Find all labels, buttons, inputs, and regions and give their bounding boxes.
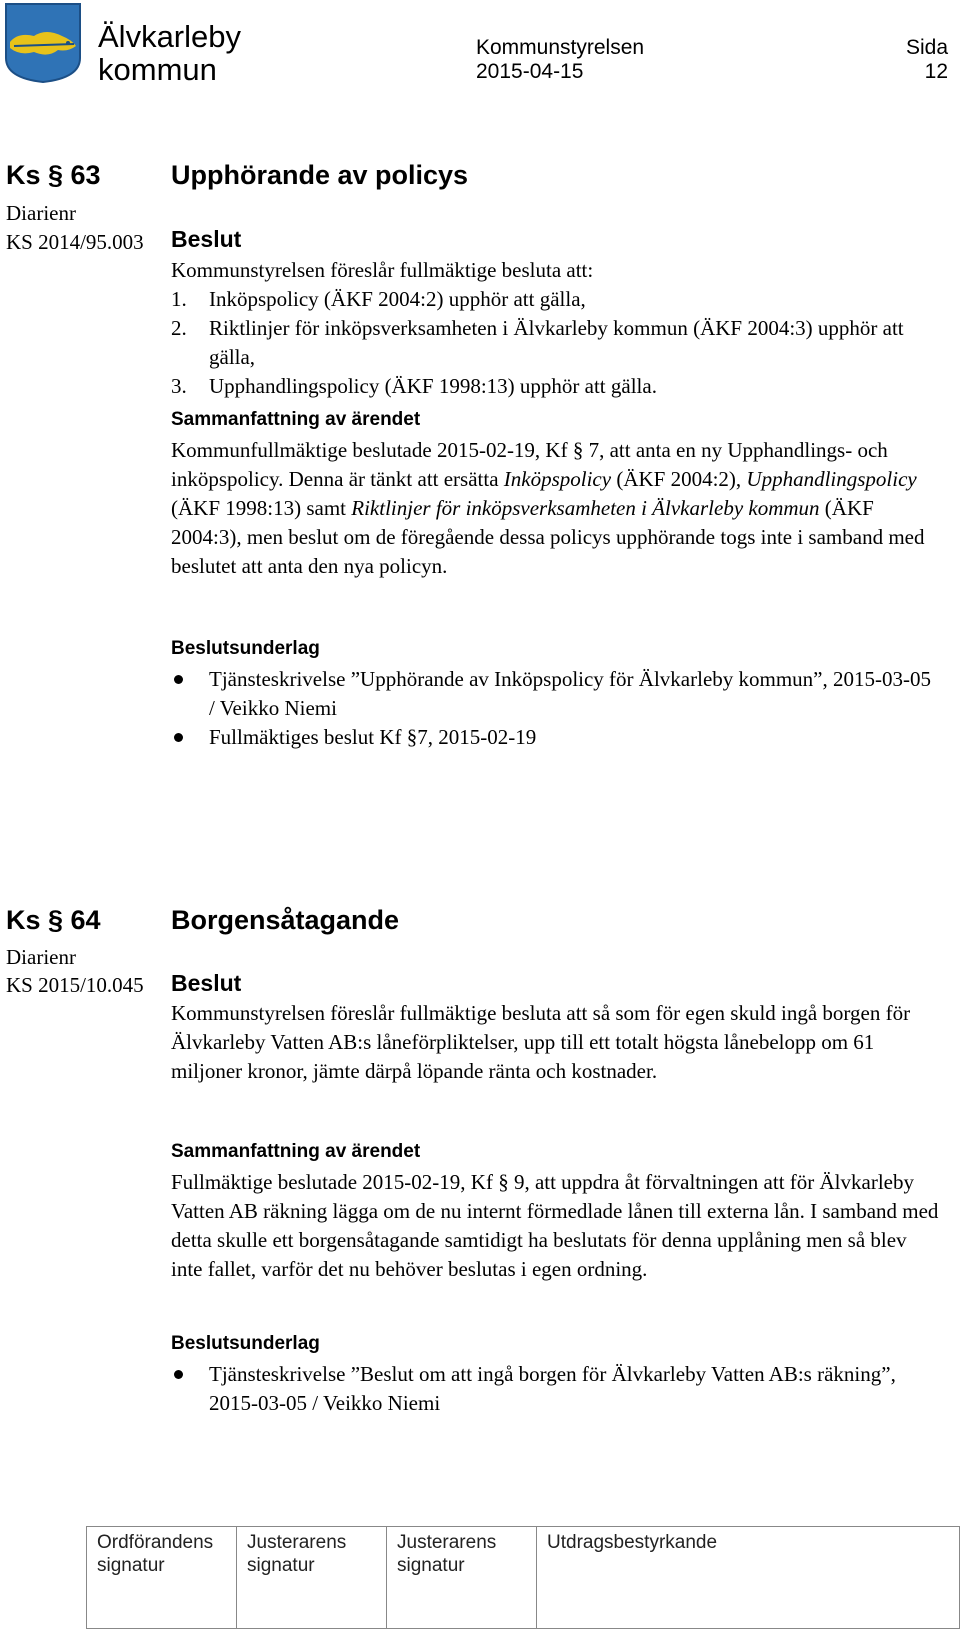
diarie-number: KS 2014/95.003 [6,230,144,254]
bullet-icon [174,1370,183,1379]
paragraph-number: Ks § 63 [6,160,101,190]
header-date: 2015-04-15 [476,60,584,83]
paragraph-title: Upphörande av policys [171,160,469,190]
signature-cell-adjuster-2: Justerarens signatur [387,1527,537,1629]
header-page-number: 12 [924,60,948,83]
signature-cell-extract-certification: Utdragsbestyrkande [537,1527,960,1629]
beslut-intro: Kommunstyrelsen föreslår fullmäktige besluta att: [171,258,594,282]
signature-cell-chairman: Ordförandens signatur [87,1527,237,1629]
signature-table [86,1526,960,1629]
beslut-heading: Beslut [171,226,242,252]
summary-text: Kommunfullmäktige beslutade 2015-02-19, Kf § 7, att anta en ny Upphandlings- och inköpspolicy. Denna är tänkt att ersätta Inköpspolicy (ÄKF 2004:2), Upphandlingspolicy (ÄKF 1998:13) samt Riktlinjer för inköpsverksamheten i Älvkarleby kommun (ÄKF 2004:3), men beslut om de föregående dessa policys upphörande togs inte i samband med beslutet att anta den nya policyn. [171,438,925,578]
beslut-body [171,256,941,401]
list-item: Tjänsteskrivelse ”Beslut om att ingå borgen för Älvkarleby Vatten AB:s räkning”, 2015-03-05 / Veikko Niemi [171,1360,941,1418]
list-item: Tjänsteskrivelse ”Upphörande av Inköpspolicy för Älvkarleby kommun”, 2015-03-05 / Veikko Niemi [171,665,941,723]
signature-cell-adjuster-1: Justerarens signatur [237,1527,387,1629]
list-item: 2. Riktlinjer för inköpsverksamheten i Älvkarleby kommun (ÄKF 2004:3) upphör att gälla, [171,316,904,369]
municipality-coat-of-arms [4,2,82,84]
diarie-label: Diarienr [6,945,76,969]
beslutsunderlag-heading: Beslutsunderlag [171,638,320,659]
list-item: 3. Upphandlingspolicy (ÄKF 1998:13) upphör att gälla. [171,374,657,398]
beslut-heading: Beslut [171,970,242,996]
organization-name-line1: Älvkarleby [98,19,241,54]
organization-name-line2: kommun [98,52,217,87]
beslut-body: Kommunstyrelsen föreslår fullmäktige besluta att så som för egen skuld ingå borgen för Älvkarleby Vatten AB:s låneförpliktelser, upp till ett totalt högsta lånebelopp om 61 miljoner kronor, jämte därpå löpande ränta och kostnader. [171,1001,911,1083]
diarie-number: KS 2015/10.045 [6,973,144,997]
summary-text: Fullmäktige beslutade 2015-02-19, Kf § 9, att uppdra åt förvaltningen att för Älvkarleby Vatten AB räkning lägga om de nu internt förmedlade lånen till externa lån. I samband med detta skulle ett borgensåtagande samtidigt ha beslutats för denna upplåning men så blev inte fallet, varför det nu behöver beslutas i egen ordning. [171,1170,939,1281]
bullet-icon [174,733,183,742]
diarie-label: Diarienr [6,201,76,225]
organization-name [98,20,241,86]
header-page-label: Sida [905,36,948,59]
sammanfattning-heading: Sammanfattning av ärendet [171,409,421,430]
beslutsunderlag-list [171,665,941,752]
beslutsunderlag-heading: Beslutsunderlag [171,1333,320,1354]
bullet-icon [174,675,183,684]
sammanfattning-heading: Sammanfattning av ärendet [171,1141,421,1162]
header-department: Kommunstyrelsen [476,36,645,59]
list-item: 1. Inköpspolicy (ÄKF 2004:2) upphör att gälla, [171,287,586,311]
decision-list [171,285,941,401]
paragraph-number: Ks § 64 [6,905,101,935]
paragraph-title: Borgensåtagande [171,905,400,935]
beslutsunderlag-list [171,1360,941,1418]
list-item: Fullmäktiges beslut Kf §7, 2015-02-19 [171,723,941,752]
